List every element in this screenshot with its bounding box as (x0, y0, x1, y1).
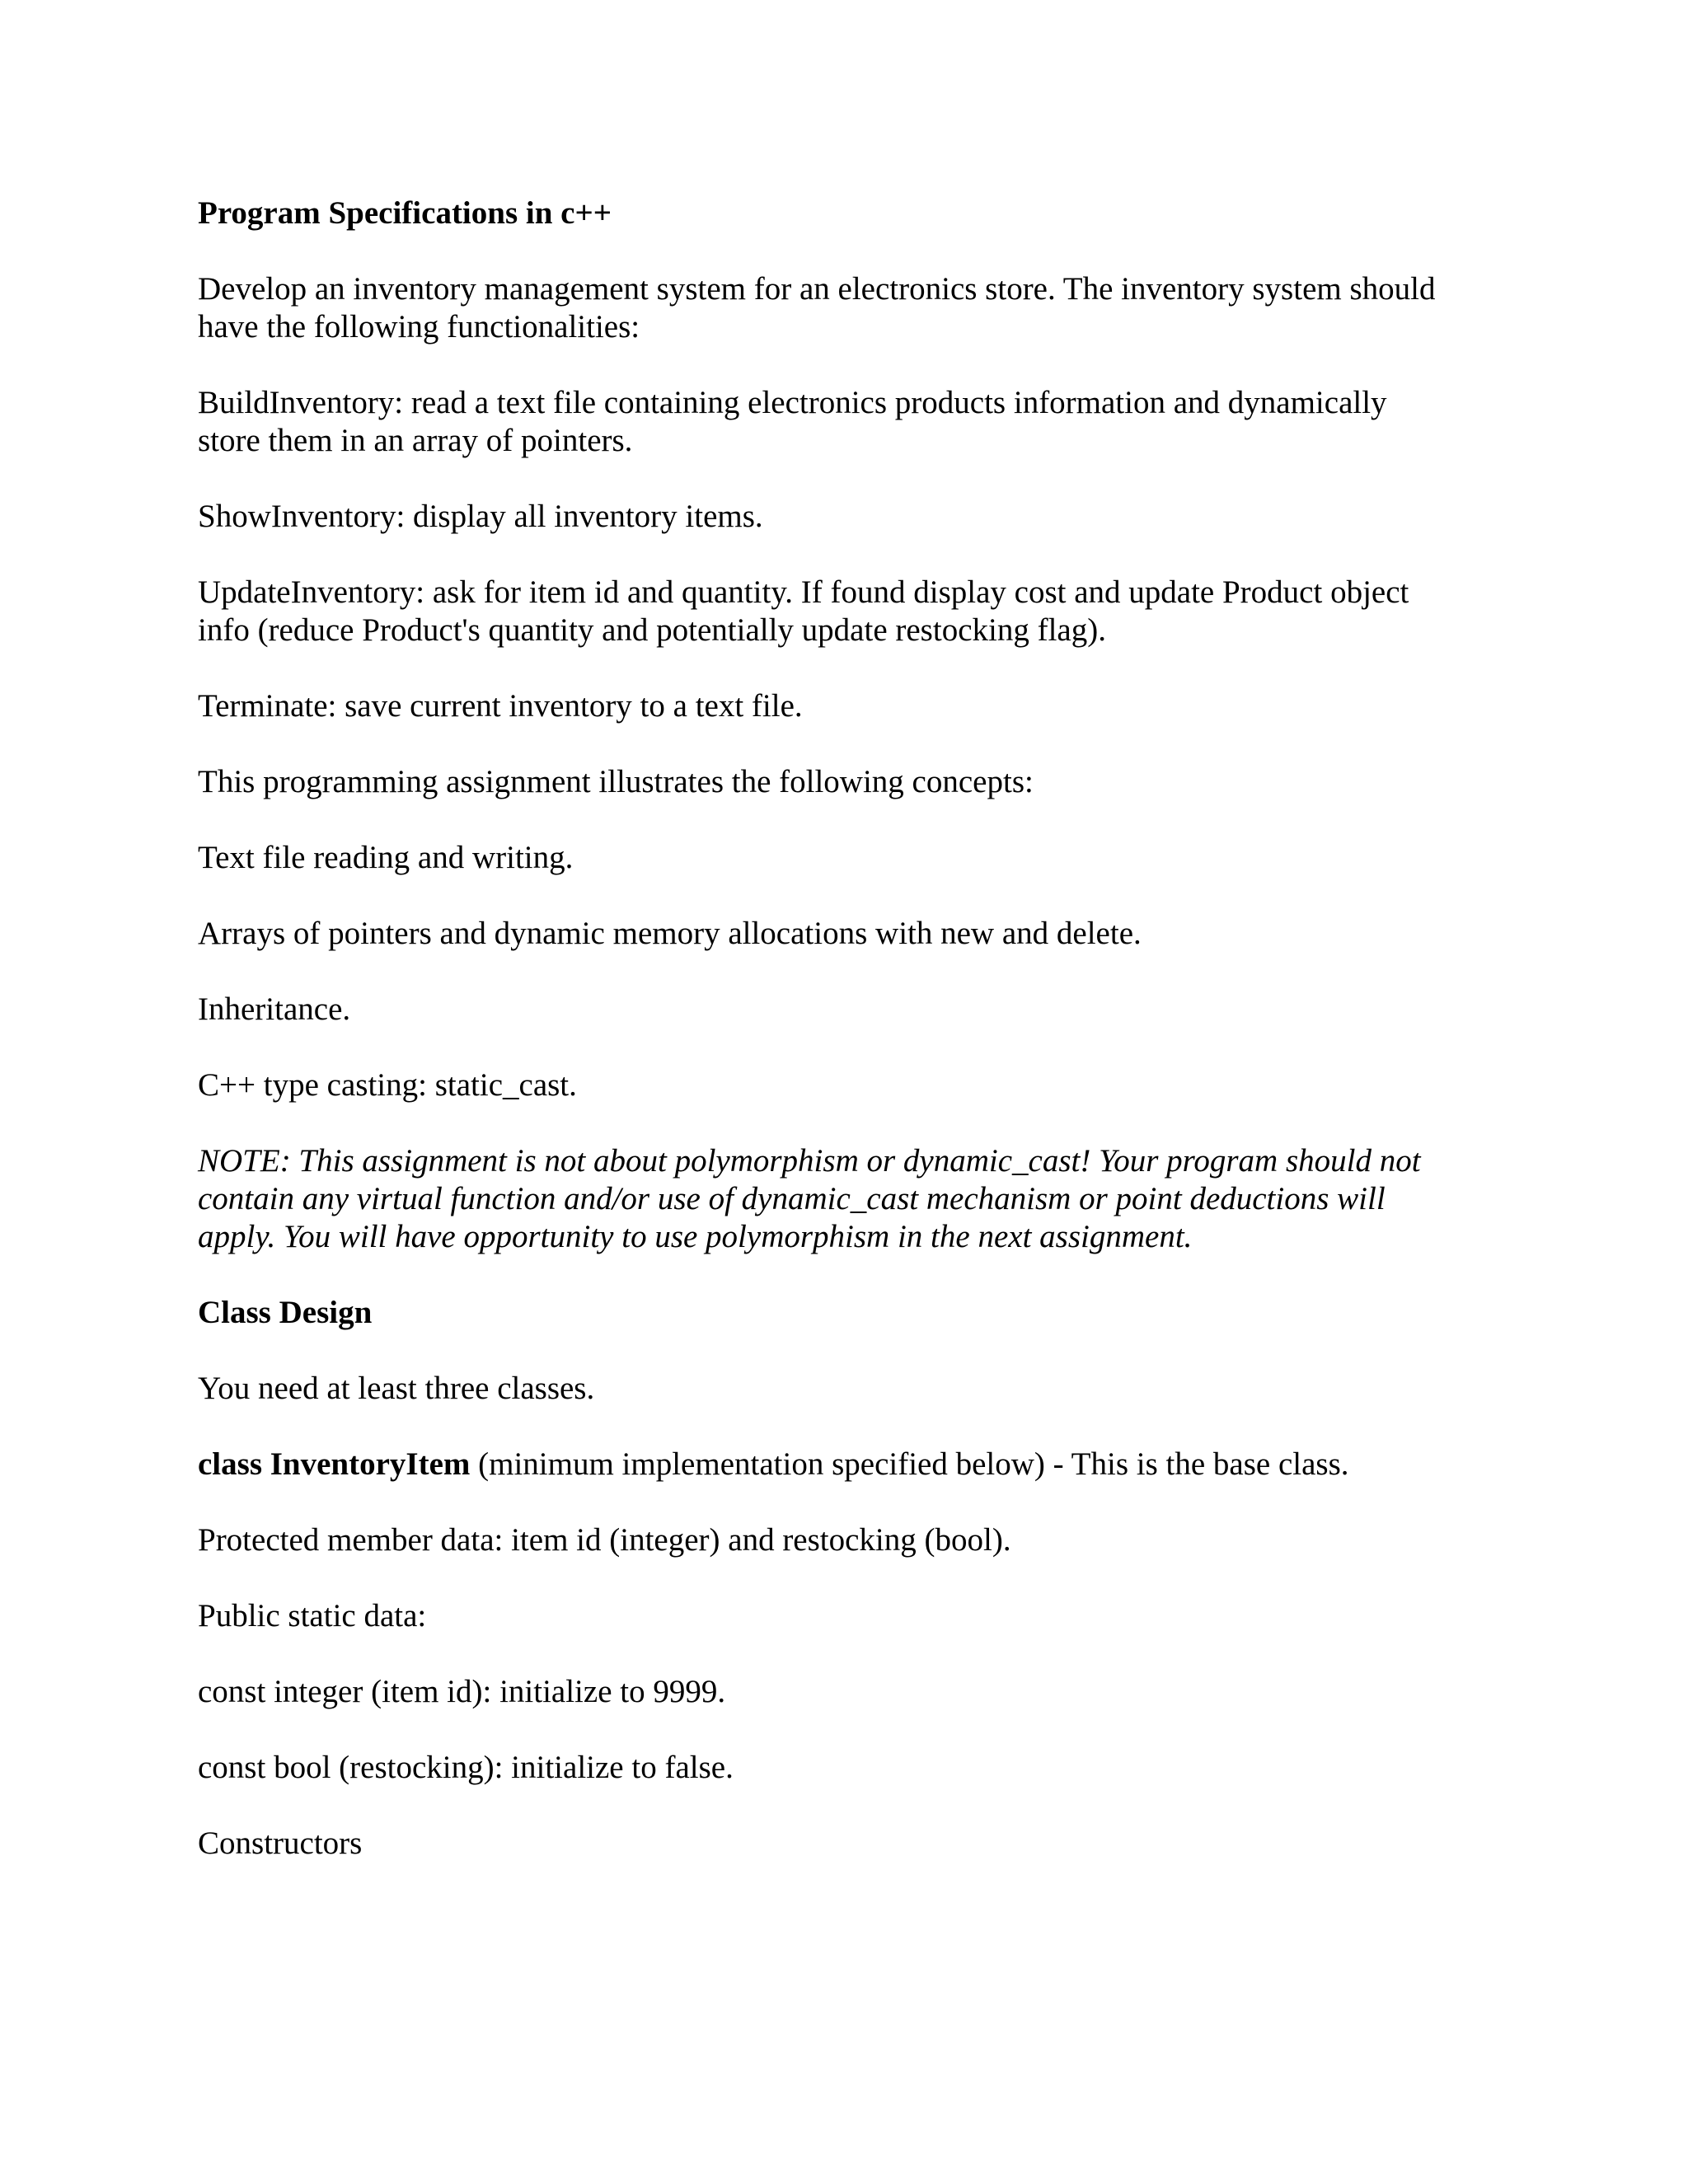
show-inventory-text: ShowInventory: display all inventory items. (198, 499, 763, 534)
page-heading: Program Specifications in c++ (198, 195, 612, 231)
build-inventory-line-2: store them in an array of pointers. (198, 423, 633, 458)
concept-casting: C++ type casting: static_cast. (198, 1067, 577, 1103)
public-static-text: Public static data: (198, 1598, 427, 1633)
concept-inheritance: Inheritance. (198, 991, 351, 1027)
const-bool-text: const bool (restocking): initialize to false. (198, 1750, 734, 1785)
inventory-item-class-name: class InventoryItem (198, 1446, 471, 1482)
inventory-item-class-line (198, 1446, 1517, 1483)
intro-line-1: Develop an inventory management system for an electronics store. The inventory system should (198, 271, 1436, 307)
note-line-2: contain any virtual function and/or use of dynamic_cast mechanism or point deductions will (198, 1181, 1386, 1216)
concepts-intro: This programming assignment illustrates the following concepts: (198, 764, 1034, 799)
class-design-heading: Class Design (198, 1295, 373, 1330)
const-int-text: const integer (item id): initialize to 9999. (198, 1674, 726, 1709)
concept-pointers: Arrays of pointers and dynamic memory allocations with new and delete. (198, 916, 1142, 951)
terminate-text: Terminate: save current inventory to a text file. (198, 688, 803, 724)
update-inventory-line-1: UpdateInventory: ask for item id and quantity. If found display cost and update Product object (198, 574, 1409, 610)
note-line-3: apply. You will have opportunity to use polymorphism in the next assignment. (198, 1219, 1193, 1254)
constructors-text: Constructors (198, 1825, 363, 1861)
protected-data-text: Protected member data: item id (integer) and restocking (bool). (198, 1522, 1011, 1558)
concept-file-io: Text file reading and writing. (198, 840, 574, 875)
build-inventory-line-1: BuildInventory: read a text file containing electronics products information and dynamically (198, 385, 1387, 420)
update-inventory-line-2: info (reduce Product's quantity and potentially update restocking flag). (198, 612, 1106, 648)
class-count-text: You need at least three classes. (198, 1371, 595, 1406)
inventory-item-class-desc: (minimum implementation specified below) - This is the base class. (470, 1446, 1349, 1482)
intro-line-2: have the following functionalities: (198, 309, 640, 344)
note-line-1: NOTE: This assignment is not about polymorphism or dynamic_cast! Your program should not (198, 1143, 1421, 1179)
